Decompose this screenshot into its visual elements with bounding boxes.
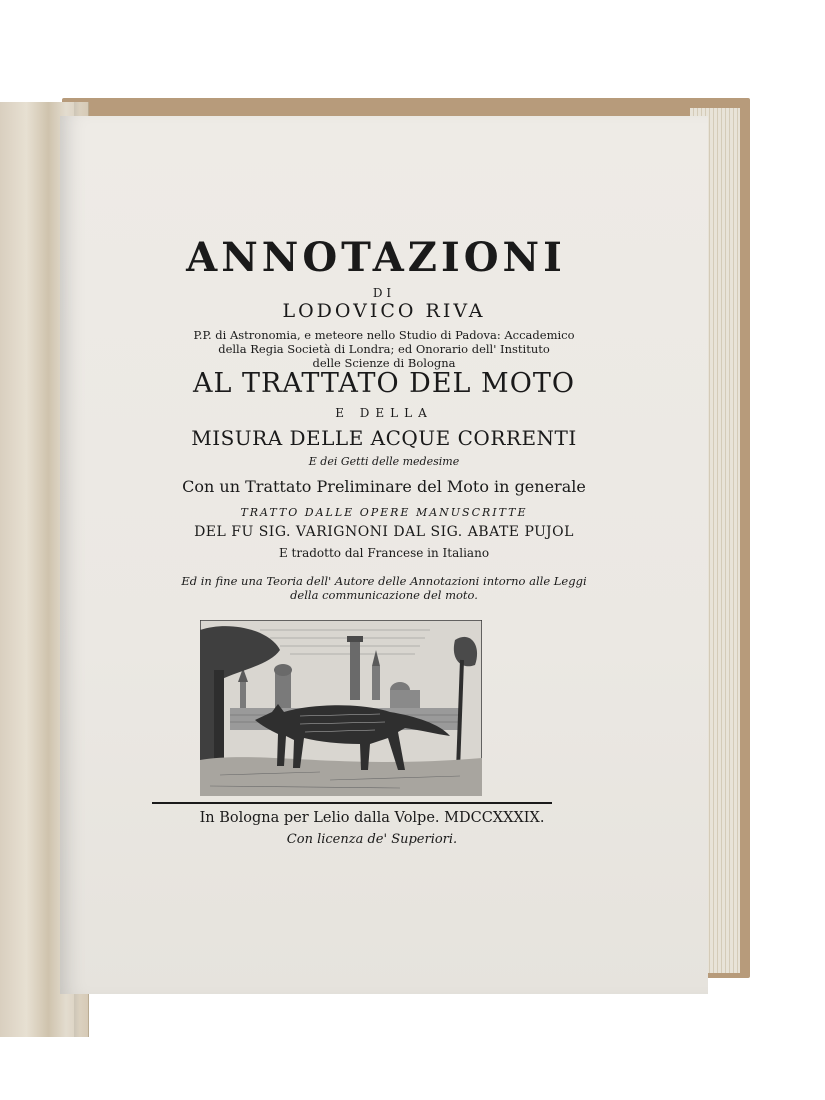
- e-della-line: E DELLA: [335, 406, 433, 420]
- treatise-title: AL TRATTATO DEL MOTO: [193, 368, 575, 399]
- in-fine-line: della communicazione del moto.: [290, 588, 478, 602]
- di-line: DI: [372, 286, 396, 300]
- misura-title: MISURA DELLE ACQUE CORRENTI: [191, 426, 577, 450]
- main-title: ANNOTAZIONI: [186, 234, 566, 281]
- credentials-line: delle Scienze di Bologna: [312, 356, 456, 370]
- credentials-line: della Regia Società di Londra; ed Onorario dell' Instituto: [218, 342, 550, 356]
- imprint-line: In Bologna per Lelio dalla Volpe. MDCCXXXIX.: [199, 810, 545, 826]
- tradotto-line: E tradotto dal Francese in Italiano: [278, 546, 490, 560]
- licenza-line: Con licenza de' Superiori.: [286, 832, 458, 847]
- credentials-line: P.P. di Astronomia, e meteore nello Studio di Padova: Accademico: [193, 328, 575, 342]
- preliminare-line: Con un Trattato Preliminare del Moto in generale: [182, 477, 586, 496]
- fox-engraving: [200, 620, 482, 796]
- getti-line: E dei Getti delle medesime: [308, 455, 460, 468]
- varignoni-line: DEL FU SIG. VARIGNONI DAL SIG. ABATE PUJOL: [194, 524, 574, 540]
- author-name: LODOVICO RIVA: [282, 300, 486, 322]
- divider-rule: [152, 802, 552, 804]
- in-fine-line: Ed in fine una Teoria dell' Autore delle Annotazioni intorno alle Leggi: [181, 574, 587, 588]
- tratto-line: TRATTO DALLE OPERE MANUSCRITTE: [240, 506, 528, 519]
- title-page: [60, 116, 708, 994]
